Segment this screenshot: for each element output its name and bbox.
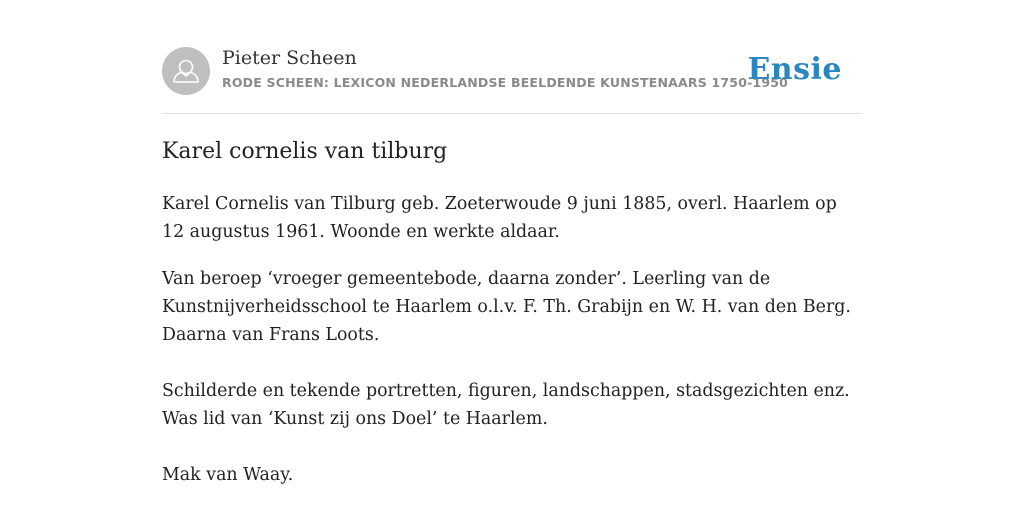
article-paragraph: Karel Cornelis van Tilburg geb. Zoeterwoude 9 juni 1885, overl. Haarlem op 12 augustus 1961. Woonde en werkte aldaar. (162, 194, 837, 242)
article-header (162, 46, 862, 96)
user-silhouette-icon (162, 47, 210, 95)
author-name[interactable]: Pieter Scheen (222, 47, 357, 69)
article-title: Karel cornelis van tilburg (162, 139, 448, 164)
author-avatar[interactable] (162, 47, 210, 95)
brand-logo[interactable]: Ensie (747, 52, 842, 87)
source-label: RODE SCHEEN: LEXICON NEDERLANDSE BEELDENDE KUNSTENAARS 1750-1950 (222, 75, 789, 90)
article-paragraph: Van beroep ‘vroeger gemeentebode, daarna zonder’. Leerling van de Kunstnijverheidsschool te Haarlem o.l.v. F. Th. Grabijn en W. H. van den Berg. Daarna van Frans Loots. Schilderde en tekende portretten, figuren, landschappen, stadsgezichten enz. Was lid van ‘Kunst zij ons Doel’ te Haarlem. Mak van Waay. (162, 269, 851, 485)
article-body (162, 190, 852, 489)
header-divider (162, 113, 862, 114)
